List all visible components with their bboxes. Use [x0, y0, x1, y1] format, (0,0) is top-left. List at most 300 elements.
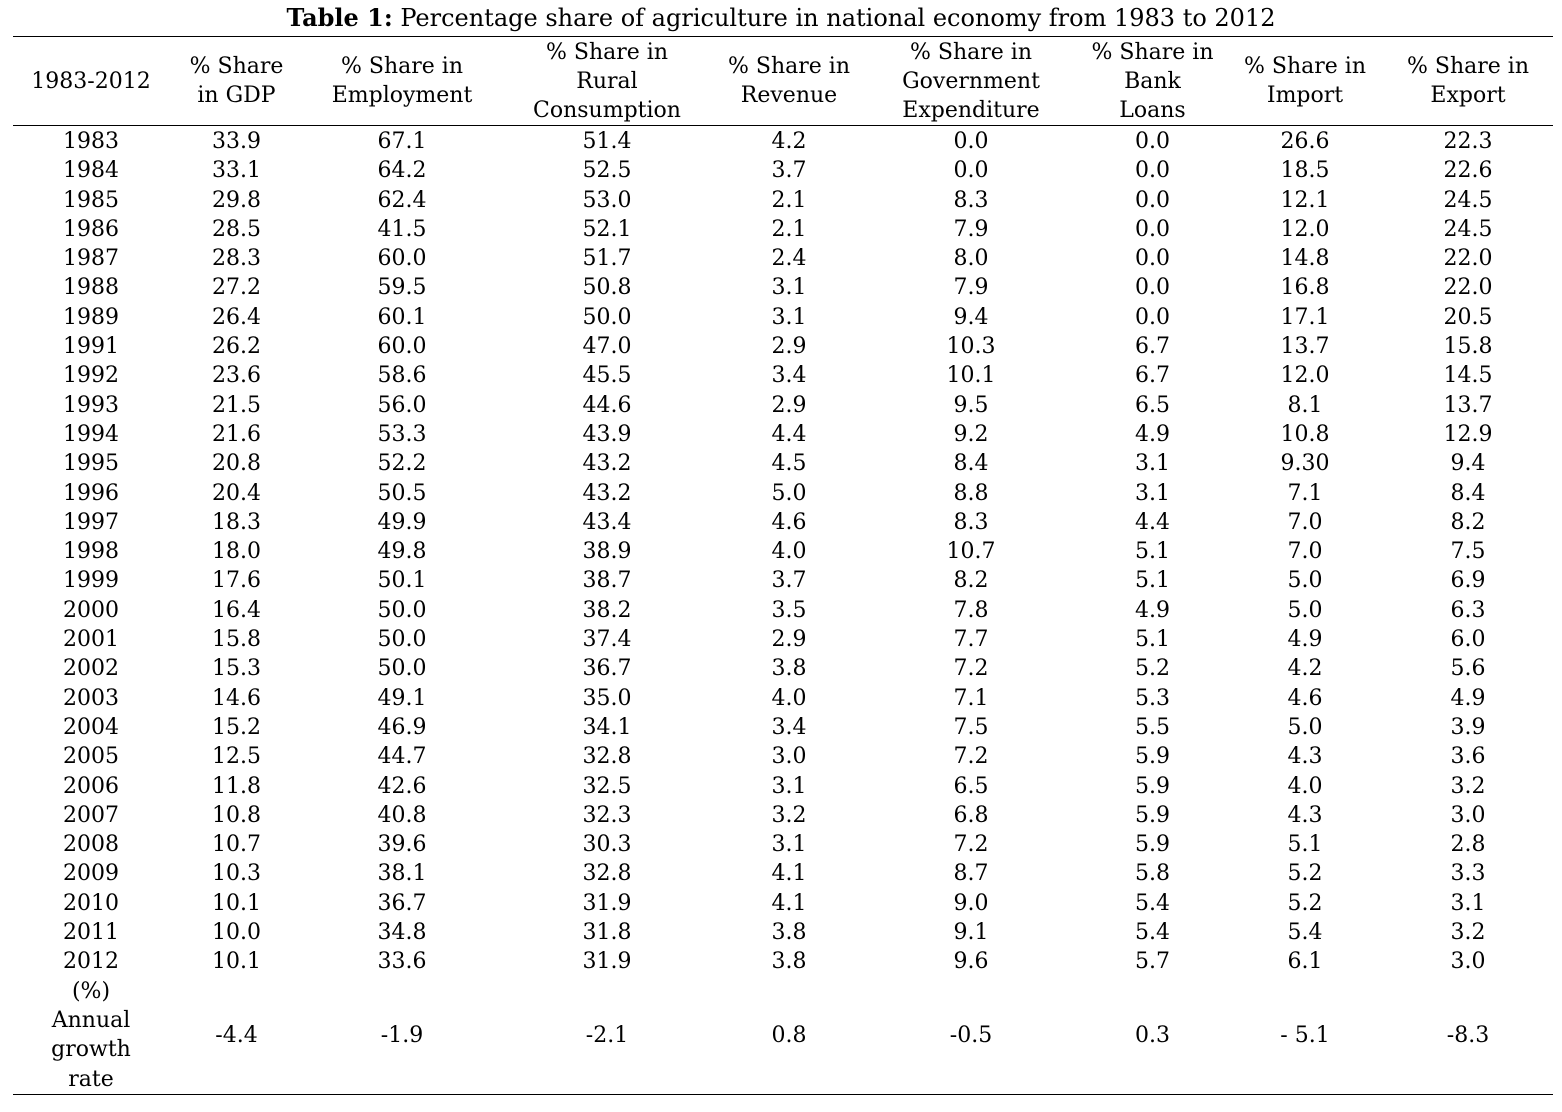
value-cell: 5.4: [1135, 890, 1170, 916]
value-cell: 5.1: [1287, 832, 1323, 858]
value-cell: 20.5: [1443, 304, 1493, 330]
value-cell: 5.6: [1450, 656, 1486, 682]
value-cell: 8.4: [1450, 480, 1486, 506]
value-cell: 2.9: [771, 627, 807, 653]
value-cell: 10.3: [212, 861, 261, 887]
value-cell: 7.2: [953, 656, 989, 682]
value-cell: 5.0: [771, 480, 807, 506]
value-cell: 43.2: [582, 480, 632, 506]
value-cell: 6.5: [953, 773, 989, 799]
value-cell: 3.0: [1450, 802, 1486, 828]
value-cell: 52.1: [582, 216, 632, 242]
value-cell: 43.4: [582, 509, 632, 535]
value-cell: 4.5: [771, 451, 807, 477]
year-cell: 2010: [63, 890, 119, 916]
value-cell: 5.5: [1135, 714, 1170, 740]
table-body: [13, 126, 1553, 1095]
value-cell: 4.4: [1135, 509, 1170, 535]
value-cell: 53.0: [582, 187, 632, 213]
value-cell: 9.4: [1450, 451, 1486, 477]
value-cell: 3.1: [771, 773, 807, 799]
value-cell: 4.0: [771, 685, 807, 711]
value-cell: 3.8: [771, 949, 807, 975]
value-cell: 5.2: [1287, 861, 1323, 887]
table-row: [13, 361, 1553, 390]
value-cell: 3.2: [1450, 773, 1486, 799]
value-cell: 16.8: [1280, 275, 1330, 301]
value-cell: 14.8: [1280, 246, 1330, 272]
value-cell: 4.4: [771, 421, 807, 447]
agriculture-share-table: [13, 36, 1553, 1095]
value-cell: 26.6: [1280, 129, 1330, 154]
value-cell: 21.6: [212, 421, 261, 447]
value-cell: 9.0: [953, 890, 989, 916]
value-cell: 3.0: [1450, 949, 1486, 975]
value-cell: 27.2: [212, 275, 261, 301]
table-row: [13, 742, 1553, 771]
value-cell: 51.4: [582, 129, 632, 154]
value-cell: 32.8: [582, 744, 632, 770]
value-cell: 38.1: [377, 861, 427, 887]
growth-value-cell: -1.9: [304, 977, 500, 1095]
year-cell: 2009: [63, 861, 119, 887]
value-cell: 23.6: [212, 363, 261, 389]
value-cell: 7.0: [1287, 509, 1323, 535]
value-cell: 50.5: [377, 480, 427, 506]
value-cell: 4.2: [771, 129, 807, 154]
value-cell: 5.2: [1135, 656, 1170, 682]
value-cell: 3.2: [1450, 920, 1486, 946]
year-cell: 1997: [63, 509, 119, 535]
value-cell: 14.6: [212, 685, 261, 711]
value-cell: 24.5: [1443, 216, 1493, 242]
value-cell: 8.7: [953, 861, 989, 887]
table-row: [13, 830, 1553, 859]
value-cell: 5.1: [1135, 568, 1170, 594]
year-cell: 1993: [63, 392, 119, 418]
value-cell: 44.6: [582, 392, 632, 418]
value-cell: 21.5: [212, 392, 261, 418]
value-cell: 3.1: [1450, 890, 1486, 916]
value-cell: 60.0: [377, 334, 427, 360]
table-row: [13, 889, 1553, 918]
value-cell: 35.0: [582, 685, 632, 711]
column-header: % Share in Government Expenditure: [864, 37, 1078, 126]
value-cell: 12.9: [1443, 421, 1493, 447]
value-cell: 41.5: [377, 216, 427, 242]
table-row: [13, 449, 1553, 478]
value-cell: 15.8: [1443, 334, 1493, 360]
value-cell: 7.5: [953, 714, 989, 740]
value-cell: 13.7: [1280, 334, 1330, 360]
value-cell: 4.9: [1287, 627, 1323, 653]
year-cell: 1991: [63, 334, 119, 360]
value-cell: 50.0: [582, 304, 632, 330]
value-cell: 50.0: [377, 597, 427, 623]
growth-value-cell: -4.4: [169, 977, 304, 1095]
value-cell: 10.8: [1280, 421, 1330, 447]
value-cell: 6.1: [1287, 949, 1323, 975]
value-cell: 5.7: [1135, 949, 1170, 975]
value-cell: 56.0: [377, 392, 427, 418]
value-cell: 8.1: [1287, 392, 1323, 418]
value-cell: 3.6: [1450, 744, 1486, 770]
value-cell: 28.3: [212, 246, 261, 272]
column-header: % Share in Import: [1227, 37, 1383, 126]
value-cell: 4.2: [1287, 656, 1323, 682]
value-cell: 26.4: [212, 304, 261, 330]
value-cell: 32.5: [582, 773, 632, 799]
value-cell: 24.5: [1443, 187, 1493, 213]
value-cell: 36.7: [377, 890, 427, 916]
value-cell: 5.9: [1135, 832, 1170, 858]
value-cell: 32.8: [582, 861, 632, 887]
table-row: [13, 537, 1553, 566]
value-cell: 43.2: [582, 451, 632, 477]
value-cell: 5.9: [1135, 773, 1170, 799]
value-cell: 7.9: [953, 216, 989, 242]
value-cell: 5.1: [1135, 539, 1170, 565]
year-cell: 2005: [63, 744, 119, 770]
year-cell: 2007: [63, 802, 119, 828]
table-row: [13, 391, 1553, 420]
value-cell: 4.9: [1135, 421, 1170, 447]
value-cell: 6.8: [953, 802, 989, 828]
value-cell: 10.7: [212, 832, 261, 858]
value-cell: 2.4: [771, 246, 807, 272]
growth-value-cell: -8.3: [1383, 977, 1553, 1095]
value-cell: 15.2: [212, 714, 261, 740]
value-cell: 0.0: [1135, 275, 1170, 301]
year-cell: 2001: [63, 627, 119, 653]
value-cell: 51.7: [582, 246, 632, 272]
value-cell: 22.0: [1443, 246, 1493, 272]
column-header: % Share in Rural Consumption: [500, 37, 714, 126]
table-row: [13, 918, 1553, 947]
header-row: [13, 37, 1553, 126]
value-cell: 32.3: [582, 802, 632, 828]
value-cell: 5.8: [1135, 861, 1170, 887]
value-cell: 15.3: [212, 656, 261, 682]
year-cell: 1999: [63, 568, 119, 594]
value-cell: 0.0: [953, 158, 989, 184]
value-cell: 5.4: [1287, 920, 1323, 946]
value-cell: 12.1: [1280, 187, 1330, 213]
value-cell: 8.2: [953, 568, 989, 594]
value-cell: 33.1: [212, 158, 261, 184]
annual-growth-row: [13, 977, 1553, 1095]
value-cell: 0.0: [953, 129, 989, 154]
value-cell: 9.30: [1280, 451, 1330, 477]
value-cell: 4.3: [1287, 744, 1323, 770]
value-cell: 8.3: [953, 509, 989, 535]
value-cell: 17.1: [1280, 304, 1330, 330]
year-cell: 2002: [63, 656, 119, 682]
year-cell: 1988: [63, 275, 119, 301]
table-row: [13, 215, 1553, 244]
value-cell: 46.9: [377, 714, 427, 740]
value-cell: 6.0: [1450, 627, 1486, 653]
table-title-label: Table 1:: [286, 3, 393, 32]
value-cell: 3.5: [771, 597, 807, 623]
value-cell: 62.4: [377, 187, 427, 213]
column-header: 1983-2012: [13, 37, 169, 126]
value-cell: 4.0: [771, 539, 807, 565]
value-cell: 49.8: [377, 539, 427, 565]
value-cell: 9.2: [953, 421, 989, 447]
year-cell: 1998: [63, 539, 119, 565]
year-cell: 2011: [63, 920, 119, 946]
growth-value-cell: -2.1: [500, 977, 714, 1095]
year-cell: 1989: [63, 304, 119, 330]
growth-row-label: (%) Annual growth rate: [13, 977, 169, 1095]
year-cell: 1987: [63, 246, 119, 272]
year-cell: 1985: [63, 187, 119, 213]
value-cell: 40.8: [377, 802, 427, 828]
table-row: [13, 625, 1553, 654]
value-cell: 33.6: [377, 949, 427, 975]
value-cell: 31.8: [582, 920, 632, 946]
value-cell: 3.1: [771, 304, 807, 330]
year-cell: 1995: [63, 451, 119, 477]
value-cell: 42.6: [377, 773, 427, 799]
value-cell: 10.1: [946, 363, 996, 389]
year-cell: 1983: [63, 129, 119, 154]
value-cell: 6.9: [1450, 568, 1486, 594]
value-cell: 5.0: [1287, 714, 1323, 740]
value-cell: 20.4: [212, 480, 261, 506]
value-cell: 64.2: [377, 158, 427, 184]
table-row: [13, 654, 1553, 683]
value-cell: 36.7: [582, 656, 632, 682]
value-cell: 3.1: [1135, 480, 1170, 506]
value-cell: 7.5: [1450, 539, 1486, 565]
value-cell: 50.0: [377, 656, 427, 682]
value-cell: 60.0: [377, 246, 427, 272]
value-cell: 0.0: [1135, 216, 1170, 242]
value-cell: 50.0: [377, 627, 427, 653]
value-cell: 10.0: [212, 920, 261, 946]
value-cell: 22.0: [1443, 275, 1493, 301]
value-cell: 8.4: [953, 451, 989, 477]
value-cell: 9.5: [953, 392, 989, 418]
value-cell: 34.8: [377, 920, 427, 946]
value-cell: 28.5: [212, 216, 261, 242]
value-cell: 5.9: [1135, 802, 1170, 828]
value-cell: 7.0: [1287, 539, 1323, 565]
value-cell: 2.1: [771, 187, 807, 213]
value-cell: 10.7: [946, 539, 996, 565]
value-cell: 31.9: [582, 949, 632, 975]
value-cell: 49.9: [377, 509, 427, 535]
value-cell: 6.5: [1135, 392, 1170, 418]
year-cell: 1992: [63, 363, 119, 389]
value-cell: 13.7: [1443, 392, 1493, 418]
value-cell: 10.8: [212, 802, 261, 828]
table-row: [13, 420, 1553, 449]
value-cell: 12.0: [1280, 363, 1330, 389]
value-cell: 10.1: [212, 890, 261, 916]
value-cell: 22.6: [1443, 158, 1493, 184]
value-cell: 7.1: [953, 685, 989, 711]
table-row: [13, 801, 1553, 830]
table-row: [13, 596, 1553, 625]
value-cell: 53.3: [377, 421, 427, 447]
value-cell: 5.9: [1135, 744, 1170, 770]
value-cell: 31.9: [582, 890, 632, 916]
value-cell: 3.1: [1135, 451, 1170, 477]
value-cell: 3.7: [771, 158, 807, 184]
table-row: [13, 772, 1553, 801]
value-cell: 3.8: [771, 656, 807, 682]
value-cell: 15.8: [212, 627, 261, 653]
column-header: % Share in Revenue: [714, 37, 864, 126]
value-cell: 34.1: [582, 714, 632, 740]
table-row: [13, 508, 1553, 537]
value-cell: 0.0: [1135, 129, 1170, 154]
value-cell: 16.4: [212, 597, 261, 623]
value-cell: 9.6: [953, 949, 989, 975]
growth-value-cell: -0.5: [864, 977, 1078, 1095]
value-cell: 10.3: [946, 334, 996, 360]
value-cell: 11.8: [212, 773, 261, 799]
value-cell: 7.7: [953, 627, 989, 653]
column-header: % Share in Bank Loans: [1078, 37, 1227, 126]
value-cell: 5.3: [1135, 685, 1170, 711]
table-row: [13, 859, 1553, 888]
table-row: [13, 479, 1553, 508]
column-header: % Share in GDP: [169, 37, 304, 126]
table-title-text: Percentage share of agriculture in national economy from 1983 to 2012: [392, 4, 1276, 32]
value-cell: 52.5: [582, 158, 632, 184]
value-cell: 20.8: [212, 451, 261, 477]
table-row: [13, 303, 1553, 332]
value-cell: 39.6: [377, 832, 427, 858]
year-cell: 2004: [63, 714, 119, 740]
value-cell: 3.4: [771, 363, 807, 389]
value-cell: 10.1: [212, 949, 261, 975]
value-cell: 3.4: [771, 714, 807, 740]
table-row: [13, 332, 1553, 361]
value-cell: 4.6: [771, 509, 807, 535]
table-row: [13, 186, 1553, 215]
growth-value-cell: 0.3: [1078, 977, 1227, 1095]
value-cell: 43.9: [582, 421, 632, 447]
value-cell: 5.0: [1287, 568, 1323, 594]
value-cell: 58.6: [377, 363, 427, 389]
value-cell: 4.9: [1450, 685, 1486, 711]
table-row: [13, 684, 1553, 713]
value-cell: 59.5: [377, 275, 427, 301]
value-cell: 3.0: [771, 744, 807, 770]
year-cell: 2006: [63, 773, 119, 799]
value-cell: 4.1: [771, 861, 807, 887]
value-cell: 50.8: [582, 275, 632, 301]
value-cell: 38.7: [582, 568, 632, 594]
table-row: [13, 244, 1553, 273]
year-cell: 2003: [63, 685, 119, 711]
table-title: [0, 3, 1562, 33]
value-cell: 9.4: [953, 304, 989, 330]
year-cell: 1986: [63, 216, 119, 242]
value-cell: 0.0: [1135, 304, 1170, 330]
value-cell: 6.7: [1135, 334, 1170, 360]
value-cell: 60.1: [377, 304, 427, 330]
value-cell: 0.0: [1135, 158, 1170, 184]
value-cell: 38.2: [582, 597, 632, 623]
value-cell: 9.1: [953, 920, 989, 946]
value-cell: 33.9: [212, 129, 261, 154]
value-cell: 45.5: [582, 363, 632, 389]
value-cell: 4.6: [1287, 685, 1323, 711]
value-cell: 7.9: [953, 275, 989, 301]
year-cell: 1984: [63, 158, 119, 184]
value-cell: 2.9: [771, 334, 807, 360]
value-cell: 18.0: [212, 539, 261, 565]
growth-value-cell: 0.8: [714, 977, 864, 1095]
table-row: [13, 126, 1553, 157]
value-cell: 26.2: [212, 334, 261, 360]
value-cell: 37.4: [582, 627, 632, 653]
table-row: [13, 947, 1553, 976]
year-cell: 1996: [63, 480, 119, 506]
column-header: % Share in Export: [1383, 37, 1553, 126]
column-header: % Share in Employment: [304, 37, 500, 126]
value-cell: 44.7: [377, 744, 427, 770]
value-cell: 5.4: [1135, 920, 1170, 946]
value-cell: 2.9: [771, 392, 807, 418]
table-row: [13, 713, 1553, 742]
year-cell: 2008: [63, 832, 119, 858]
value-cell: 4.1: [771, 890, 807, 916]
value-cell: 8.8: [953, 480, 989, 506]
value-cell: 8.2: [1450, 509, 1486, 535]
value-cell: 18.5: [1280, 158, 1330, 184]
value-cell: 50.1: [377, 568, 427, 594]
value-cell: 4.9: [1135, 597, 1170, 623]
value-cell: 29.8: [212, 187, 261, 213]
value-cell: 3.3: [1450, 861, 1486, 887]
value-cell: 7.2: [953, 832, 989, 858]
value-cell: 17.6: [212, 568, 261, 594]
value-cell: 3.2: [771, 802, 807, 828]
value-cell: 7.2: [953, 744, 989, 770]
year-cell: 2012: [63, 949, 119, 975]
value-cell: 67.1: [377, 129, 427, 154]
value-cell: 52.2: [377, 451, 427, 477]
table-row: [13, 273, 1553, 302]
value-cell: 22.3: [1443, 129, 1493, 154]
value-cell: 49.1: [377, 685, 427, 711]
table-row: [13, 566, 1553, 595]
value-cell: 2.8: [1450, 832, 1486, 858]
value-cell: 30.3: [582, 832, 632, 858]
value-cell: 3.1: [771, 832, 807, 858]
value-cell: 3.1: [771, 275, 807, 301]
value-cell: 8.0: [953, 246, 989, 272]
value-cell: 12.5: [212, 744, 261, 770]
value-cell: 38.9: [582, 539, 632, 565]
value-cell: 5.0: [1287, 597, 1323, 623]
value-cell: 6.7: [1135, 363, 1170, 389]
value-cell: 6.3: [1450, 597, 1486, 623]
value-cell: 5.1: [1135, 627, 1170, 653]
year-cell: 1994: [63, 421, 119, 447]
value-cell: 3.8: [771, 920, 807, 946]
value-cell: 0.0: [1135, 187, 1170, 213]
value-cell: 12.0: [1280, 216, 1330, 242]
value-cell: 8.3: [953, 187, 989, 213]
